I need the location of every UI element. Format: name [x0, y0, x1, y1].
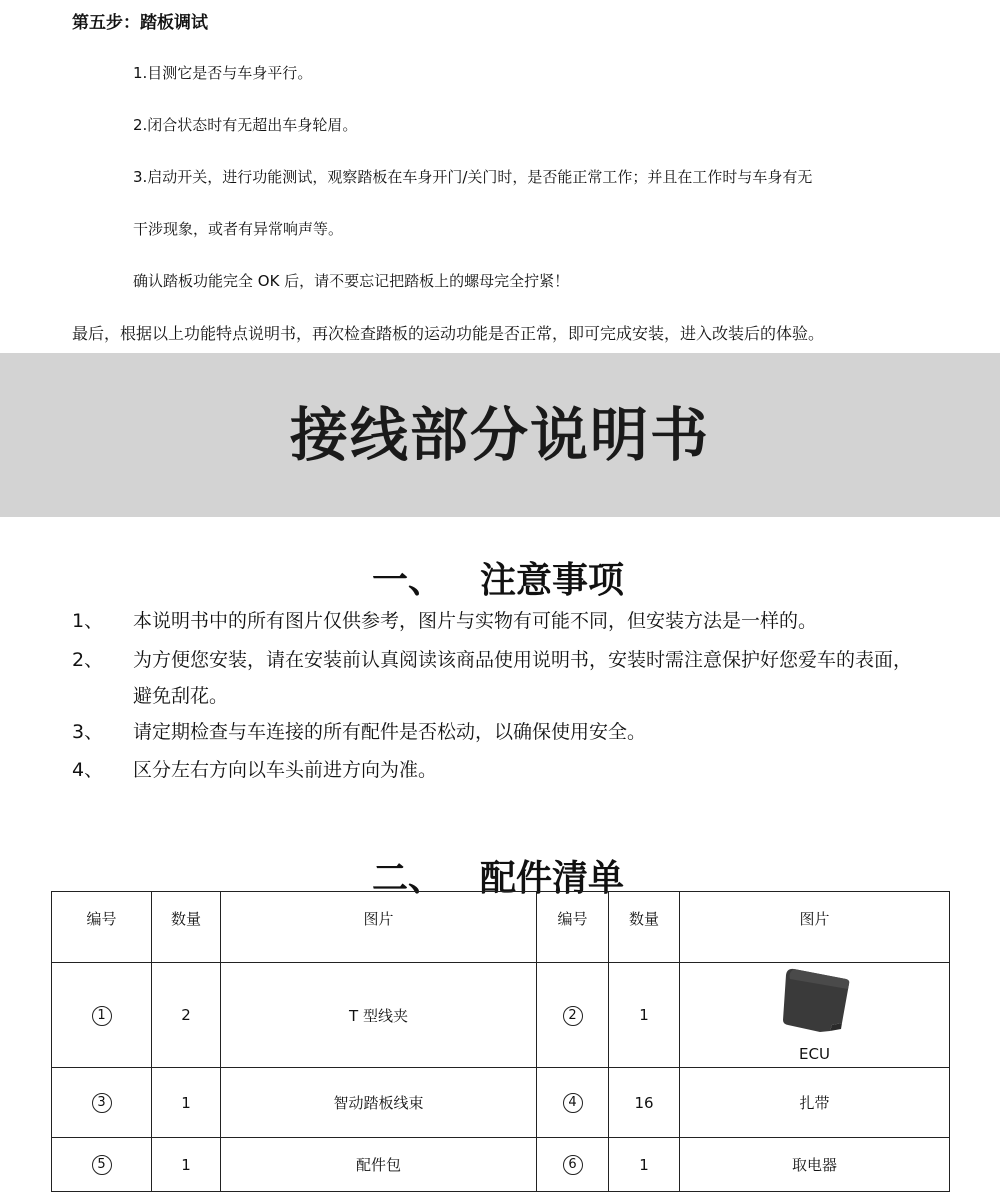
ecu-module-image — [780, 965, 850, 1037]
parts-section-number: 二、 — [372, 858, 445, 899]
note-number-4: 4、 — [72, 759, 104, 781]
part-number: 4 — [563, 1093, 583, 1113]
note-number-1: 1、 — [72, 610, 104, 632]
part-quantity: 2 — [152, 963, 221, 1068]
note-text-2-cont: 避免刮花。 — [133, 685, 229, 707]
part-quantity: 1 — [609, 963, 680, 1068]
parts-section-heading: 配件清单 — [480, 858, 625, 899]
part-picture-cell — [680, 963, 950, 1068]
part-name: T 型线夹 — [221, 963, 537, 1068]
header-picture: 图片 — [221, 892, 537, 963]
parts-table — [51, 891, 950, 1192]
note-number-3: 3、 — [72, 721, 104, 743]
step-line-1: 1.目测它是否与车身平行。 — [133, 64, 313, 82]
header-number: 编号 — [52, 892, 152, 963]
step-line-2: 2.闭合状态时有无超出车身轮眉。 — [133, 116, 358, 134]
step-line-3: 3.启动开关，进行功能测试，观察踏板在车身开门/关门时，是否能正常工作；并且在工作时与车身有无 — [133, 168, 813, 186]
note-number-2: 2、 — [72, 649, 104, 671]
part-name: 取电器 — [680, 1138, 950, 1192]
step-title: 第五步：踏板调试 — [72, 13, 208, 33]
part-number-cell — [537, 1068, 609, 1138]
final-instruction: 最后，根据以上功能特点说明书，再次检查踏板的运动功能是否正常，即可完成安装，进入改装后的体验。 — [72, 324, 825, 343]
part-name: 智动踏板线束 — [221, 1068, 537, 1138]
part-number: 3 — [92, 1093, 112, 1113]
part-number-cell — [537, 963, 609, 1068]
part-name: 配件包 — [221, 1138, 537, 1192]
notes-section-number: 一、 — [372, 560, 445, 601]
part-quantity: 1 — [152, 1068, 221, 1138]
note-text-2: 为方便您安装，请在安装前认真阅读该商品使用说明书，安装时需注意保护好您爱车的表面， — [133, 649, 913, 671]
note-text-1: 本说明书中的所有图片仅供参考，图片与实物有可能不同，但安装方法是一样的。 — [133, 610, 818, 632]
table-header-row — [52, 892, 950, 963]
part-number-cell — [52, 1068, 152, 1138]
part-number: 5 — [92, 1155, 112, 1175]
header-quantity: 数量 — [152, 892, 221, 963]
part-quantity: 1 — [152, 1138, 221, 1192]
part-number-cell — [537, 1138, 609, 1192]
header-picture: 图片 — [680, 892, 950, 963]
banner-title: 接线部分说明书 — [289, 401, 710, 469]
step-line-5: 确认踏板功能完全 OK 后，请不要忘记把踏板上的螺母完全拧紧！ — [133, 272, 570, 290]
table-row — [52, 963, 950, 1068]
part-name: 扎带 — [680, 1068, 950, 1138]
note-text-4: 区分左右方向以车头前进方向为准。 — [133, 759, 438, 781]
table-row — [52, 1068, 950, 1138]
part-number-cell — [52, 1138, 152, 1192]
part-number: 2 — [563, 1006, 583, 1026]
part-quantity: 1 — [609, 1138, 680, 1192]
header-quantity: 数量 — [609, 892, 680, 963]
part-name: ECU — [799, 1045, 830, 1063]
header-number: 编号 — [537, 892, 609, 963]
part-number: 6 — [563, 1155, 583, 1175]
step-line-4: 干涉现象，或者有异常响声等。 — [133, 220, 344, 238]
notes-section-heading: 注意事项 — [480, 560, 625, 601]
part-number-cell — [52, 963, 152, 1068]
part-quantity: 16 — [609, 1068, 680, 1138]
section-banner — [0, 353, 1000, 517]
note-text-3: 请定期检查与车连接的所有配件是否松动，以确保使用安全。 — [133, 721, 647, 743]
part-number: 1 — [92, 1006, 112, 1026]
table-row — [52, 1138, 950, 1192]
